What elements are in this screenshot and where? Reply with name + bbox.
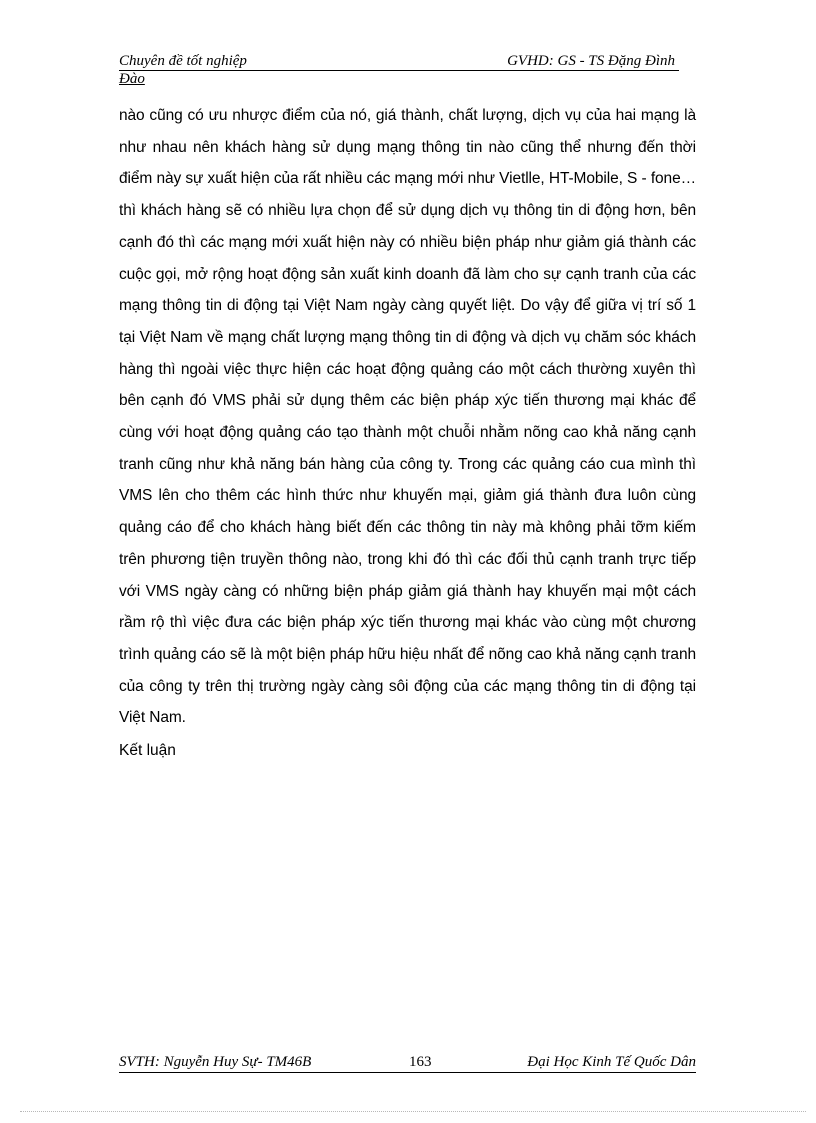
header-advisor: GVHD: GS - TS Đặng Đình (507, 53, 675, 69)
footer-university: Đại Học Kinh Tế Quốc Dân (527, 1054, 696, 1070)
footer-student: SVTH: Nguyễn Huy Sự- TM46B (119, 1054, 312, 1070)
page-bottom-edge (20, 1111, 806, 1112)
header-document-type: Chuyên đề tốt nghiệp (119, 53, 247, 69)
page-number: 163 (409, 1054, 432, 1070)
body-paragraph: nào cũng có ưu nhược điểm của nó, giá thành, chất lượng, dịch vụ của hai mạng là như nhau nên khách hàng sử dụng mạng thông tin nào cũng thể nhưng đến thời điểm này sự xuất hiện của rất nhiều các mạng mới như Vietlle, HT-Mobile, S - fone…thì khách hàng sẽ có nhiều lựa chọn để sử dụng dịch vụ thông tin di động hơn, bên cạnh đó thì các mạng mới xuất hiện này có nhiều biện pháp như giảm giá thành các cuộc gọi, mở rộng hoạt động sản xuất kinh doanh đã làm cho sự cạnh tranh của các mạng thông tin di động tại Việt Nam ngày càng quyết liệt. Do vậy để giữa vị trí số 1 tại Việt Nam về mạng chất lượng mạng thông tin di động và dịch vụ chăm sóc khách hàng thì ngoài việc thực hiện các hoạt động quảng cáo một cách thường xuyên thì bên cạnh đó VMS phải sử dụng thêm các biện pháp xýc tiến thương mại khác để cùng với hoạt động quảng cáo tạo thành một chuỗi nhằm nõng cao khả năng cạnh tranh cũng như khả năng bán hàng của công ty. Trong các quảng cáo cua mình thì VMS lên cho thêm các hình thức như khuyến mại, giảm giá thành đưa luôn cùng quảng cáo để cho khách hàng biết đến các thông tin này mà không phải tỡm kiếm trên phương tiện truyền thông nào, trong khi đó thì các đối thủ cạnh tranh trực tiếp với VMS ngày càng có những biện pháp giảm giá thành hay khuyến mại một cách rầm rộ thì việc đưa các biện pháp xýc tiến thương mại khác vào cùng một chương trình quảng cáo sẽ là một biện pháp hữu hiệu nhất để nõng cao khả năng cạnh tranh của công ty trên thị trường ngày càng sôi động của các mạng thông tin di động tại Việt Nam. (119, 107, 696, 727)
section-heading-conclusion: Kết luận (119, 742, 176, 759)
page-header (119, 53, 679, 88)
page-footer (119, 1054, 696, 1073)
header-advisor-continued: Đào (119, 71, 145, 87)
header-row (119, 53, 679, 71)
